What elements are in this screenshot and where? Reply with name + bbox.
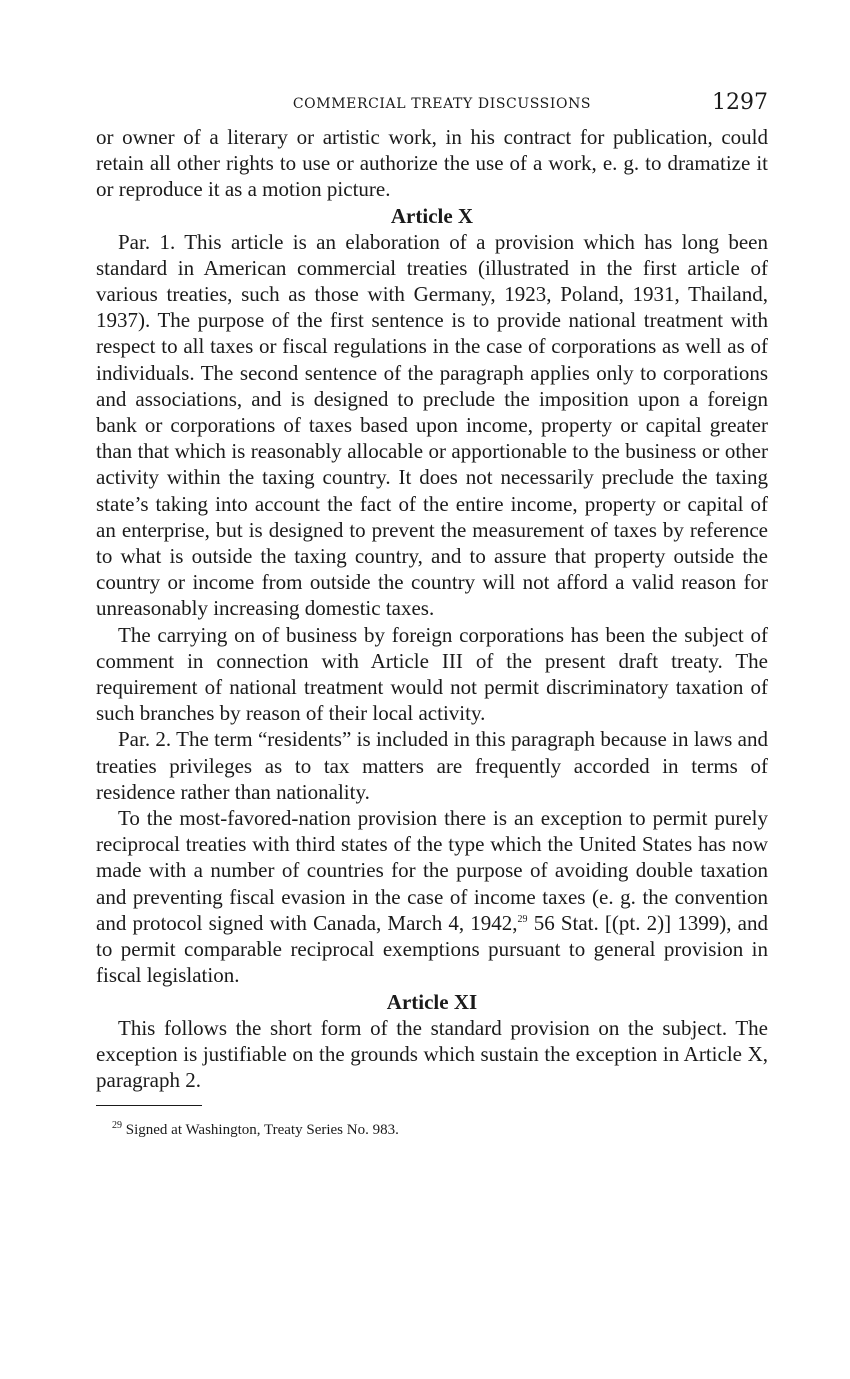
footnote-divider xyxy=(96,1105,202,1106)
body-text xyxy=(96,124,768,1093)
footnote xyxy=(96,1120,768,1140)
paragraph-text-part-1: To the most-favored-nation provision there is an exception to permit purely reciprocal treaties with third states of the type which the United States has now made with a number of countries for the purpose of avoiding double taxation and preventing fiscal evasion in the case of income taxes (e. g. the convention and protocol signed with Canada, March 4, 1942, xyxy=(96,806,768,935)
footnote-reference: 29 xyxy=(517,913,528,925)
paragraph-continuation: or owner of a literary or artistic work, in his contract for publication, could retain all other rights to use or authorize the use of a work, e. g. to dramatize it or reproduce it as a motion picture. xyxy=(96,125,768,202)
paragraph-article-xi: This follows the short form of the standard provision on the subject. The exception is justifiable on the grounds which sustain the exception in Article X, paragraph 2. xyxy=(96,1015,768,1092)
running-title: COMMERCIAL TREATY DISCUSSIONS xyxy=(292,96,592,112)
document-page xyxy=(96,88,768,1140)
paragraph-most-favored-nation xyxy=(96,805,768,988)
footnote-marker: 29 xyxy=(112,1120,122,1132)
paragraph-article-x-par-2: Par. 2. The term “residents” is included in this paragraph because in laws and treaties privileges as to tax matters are frequently accorded in terms of residence rather than nationality. xyxy=(96,727,768,804)
footnote-text: Signed at Washington, Treaty Series No. 983. xyxy=(122,1122,399,1139)
paragraph-text-part-2: 56 Stat. [(pt. 2)] 1399), and to permit comparable reciprocal exemptions pursuant to general provision in fiscal legislation. xyxy=(96,910,768,988)
paragraph-article-x-par-1: Par. 1. This article is an elaboration of a provision which has long been standard in American commercial treaties (illustrated in the first article of various treaties, such as those with Germany, 1923, Poland, 1931, Thailand, 1937). The purpose of the first sentence is to provide national treatment with respect to all taxes or fiscal regulations in the case of corporations as well as of individuals. The second sentence of the paragraph applies only to corporations and associations, and is designed to preclude the imposition upon a foreign bank or corporations of taxes based upon income, property or capital greater than that which is reasonably allocable or apportionable to the business or other activity within the taxing country. It does not necessarily preclude the taxing state’s taking into account the fact of the entire income, property or capital of an enterprise, but is designed to prevent the measurement of taxes by reference to what is outside the taxing country, and to assure that property outside the country or income from outside the country will not afford a valid reason for unreasonably increasing domestic taxes. xyxy=(96,229,768,621)
article-xi-heading: Article XI xyxy=(386,989,478,1014)
running-header xyxy=(96,88,768,124)
paragraph-foreign-corporations: The carrying on of business by foreign corporations has been the subject of comment in connection with Article III of the present draft treaty. The requirement of national treatment would not permit discriminatory taxation of such branches by reason of their local activity. xyxy=(96,622,768,726)
page-number: 1297 xyxy=(712,90,768,115)
article-x-heading: Article X xyxy=(390,203,474,228)
